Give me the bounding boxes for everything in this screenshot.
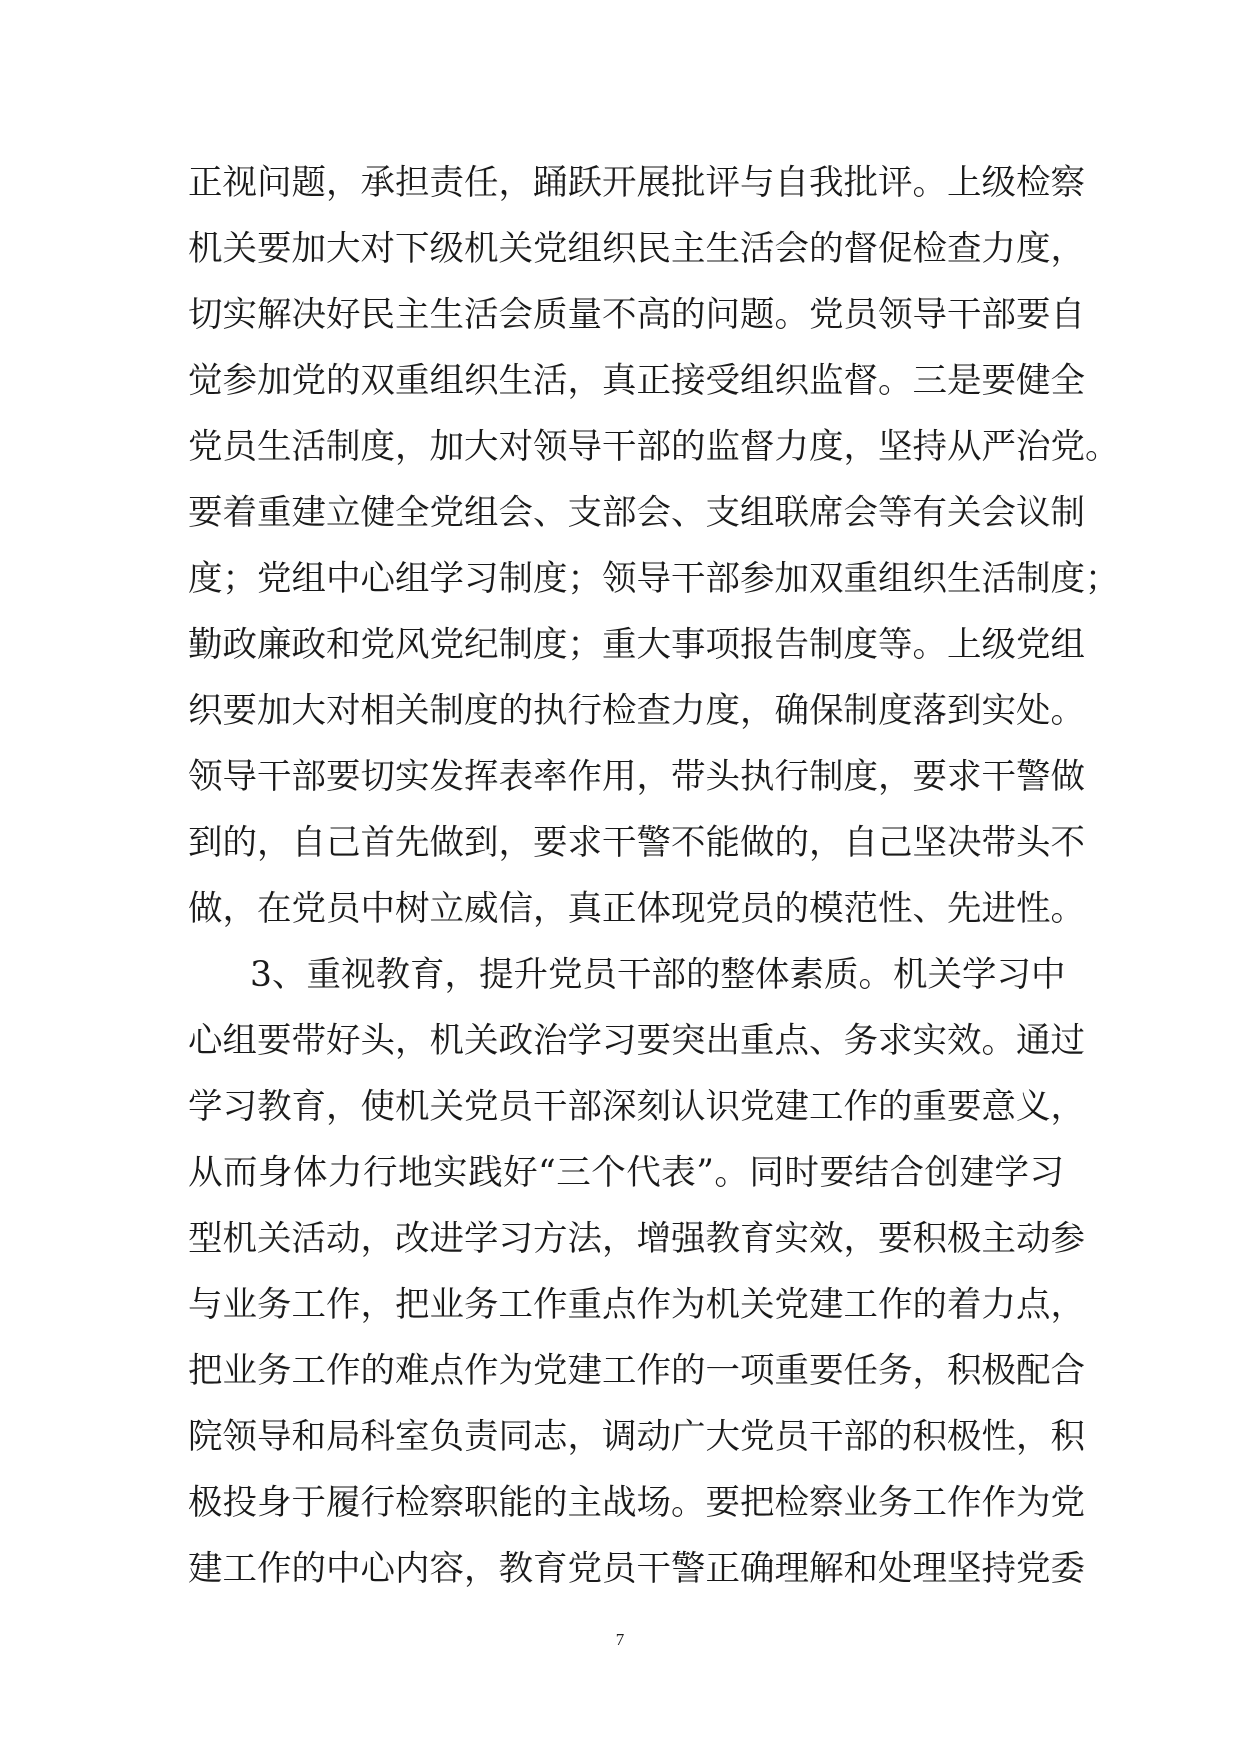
page-number: 7 xyxy=(615,1630,625,1649)
text-line: 觉参加党的双重组织生活，真正接受组织监督。三是要健全 xyxy=(188,361,1085,401)
text-line: 勤政廉政和党风党纪制度；重大事项报告制度等。上级党组 xyxy=(188,625,1085,665)
text-line: 型机关活动，改进学习方法，增强教育实效，要积极主动参 xyxy=(188,1219,1085,1259)
text-line: 学习教育，使机关党员干部深刻认识党建工作的重要意义， xyxy=(188,1087,1085,1127)
text-line: 与业务工作，把业务工作重点作为机关党建工作的着力点， xyxy=(188,1285,1085,1325)
text-line: 心组要带好头，机关政治学习要突出重点、务求实效。通过 xyxy=(188,1021,1085,1061)
text-line: 到的，自己首先做到，要求干警不能做的，自己坚决带头不 xyxy=(188,823,1085,863)
text-line: 从而身体力行地实践好“三个代表”。同时要结合创建学习 xyxy=(188,1153,1064,1193)
text-line: 切实解决好民主生活会质量不高的问题。党员领导干部要自 xyxy=(188,295,1085,335)
text-line: 院领导和局科室负责同志，调动广大党员干部的积极性，积 xyxy=(188,1417,1085,1457)
text-line: 织要加大对相关制度的执行检查力度，确保制度落到实处。 xyxy=(188,691,1085,731)
section-heading-line: 3、重视教育，提升党员干部的整体素质。机关学习中 xyxy=(250,955,1066,995)
text-line: 做，在党员中树立威信，真正体现党员的模范性、先进性。 xyxy=(188,889,1085,929)
text-line: 党员生活制度，加大对领导干部的监督力度，坚持从严治党。 xyxy=(188,427,1120,467)
text-line: 度；党组中心组学习制度；领导干部参加双重组织生活制度； xyxy=(188,559,1120,599)
text-line: 把业务工作的难点作为党建工作的一项重要任务，积极配合 xyxy=(188,1351,1085,1391)
text-line: 机关要加大对下级机关党组织民主生活会的督促检查力度， xyxy=(188,229,1085,269)
text-line: 正视问题，承担责任，踊跃开展批评与自我批评。上级检察 xyxy=(188,163,1085,203)
text-line: 领导干部要切实发挥表率作用，带头执行制度，要求干警做 xyxy=(188,757,1085,797)
text-line: 要着重建立健全党组会、支部会、支组联席会等有关会议制 xyxy=(188,493,1085,533)
text-line: 极投身于履行检察职能的主战场。要把检察业务工作作为党 xyxy=(188,1483,1085,1523)
text-line: 建工作的中心内容，教育党员干警正确理解和处理坚持党委 xyxy=(188,1549,1085,1589)
body-text xyxy=(188,150,1120,1602)
